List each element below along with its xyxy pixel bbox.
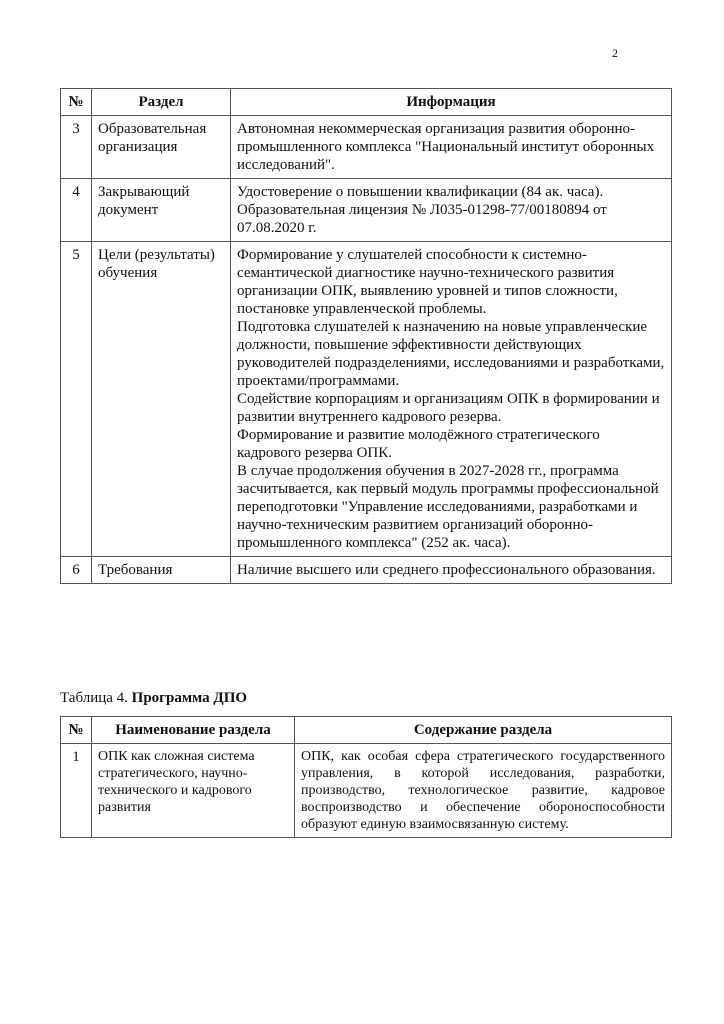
row-section: Закрывающий документ — [92, 179, 231, 242]
info-paragraph: Формирование и развитие молодёжного стратегического кадрового резерва ОПК. — [237, 427, 600, 461]
info-paragraph: Автономная некоммерческая организация развития оборонно-промышленного комплекса "Национальный институт оборонных исследований". — [237, 121, 655, 173]
row-content: ОПК, как особая сфера стратегического государственного управления, в которой исследования, разработки, производство, технологическое развитие, кадровое воспроизводство и обеспечение обороноспособности образуют единую взаимосвязанную систему. — [295, 744, 672, 838]
table-row — [61, 116, 672, 179]
header-section: Раздел — [92, 89, 231, 116]
header-section-content: Содержание раздела — [295, 717, 672, 744]
table-row — [61, 557, 672, 584]
info-paragraph: Подготовка слушателей к назначению на новые управленческие должности, повышение эффективности действующих руководителей подразделениями, исследованиями и разработками, проектами/программами. — [237, 319, 665, 389]
header-num: № — [61, 89, 92, 116]
info-paragraph: Удостоверение о повышении квалификации (84 ак. часа). Образовательная лицензия № Л035-01298-77/00180894 от 07.08.2020 г. — [237, 184, 607, 236]
info-paragraph: Наличие высшего или среднего профессионального образования. — [237, 562, 656, 578]
table-row — [61, 242, 672, 557]
row-num: 6 — [61, 557, 92, 584]
table-header-row — [61, 717, 672, 744]
row-num: 4 — [61, 179, 92, 242]
info-paragraph: Формирование у слушателей способности к системно-семантической диагностике научно-технического развития организации ОПК, выявлению уровней и типов сложности, постановке управленческой проблемы. — [237, 247, 618, 317]
row-num: 5 — [61, 242, 92, 557]
row-info — [231, 179, 672, 242]
header-num: № — [61, 717, 92, 744]
row-num: 1 — [61, 744, 92, 838]
row-section: Образовательная организация — [92, 116, 231, 179]
row-num: 3 — [61, 116, 92, 179]
header-section-name: Наименование раздела — [92, 717, 295, 744]
caption-prefix: Таблица 4. — [60, 690, 128, 706]
header-info: Информация — [231, 89, 672, 116]
info-paragraph: Содействие корпорациям и организациям ОПК в формировании и развитии внутреннего кадрового резерва. — [237, 391, 660, 425]
table-caption — [60, 690, 247, 707]
table-header-row — [61, 89, 672, 116]
caption-title: Программа ДПО — [131, 690, 248, 706]
info-table — [60, 88, 672, 584]
row-section: Цели (результаты) обучения — [92, 242, 231, 557]
row-section: ОПК как сложная система стратегического, научно-технического и кадрового развития — [92, 744, 295, 838]
table-row — [61, 744, 672, 838]
row-info — [231, 242, 672, 557]
row-info — [231, 116, 672, 179]
page-number: 2 — [612, 46, 618, 60]
info-paragraph: В случае продолжения обучения в 2027-2028 гг., программа засчитывается, как первый модуль программы профессиональной переподготовки "Управление исследованиями, разработками и научно-техническим развитием организаций оборонно-промышленного комплекса" (252 ак. часа). — [237, 463, 659, 551]
table-row — [61, 179, 672, 242]
row-section: Требования — [92, 557, 231, 584]
program-table — [60, 716, 672, 838]
row-info — [231, 557, 672, 584]
